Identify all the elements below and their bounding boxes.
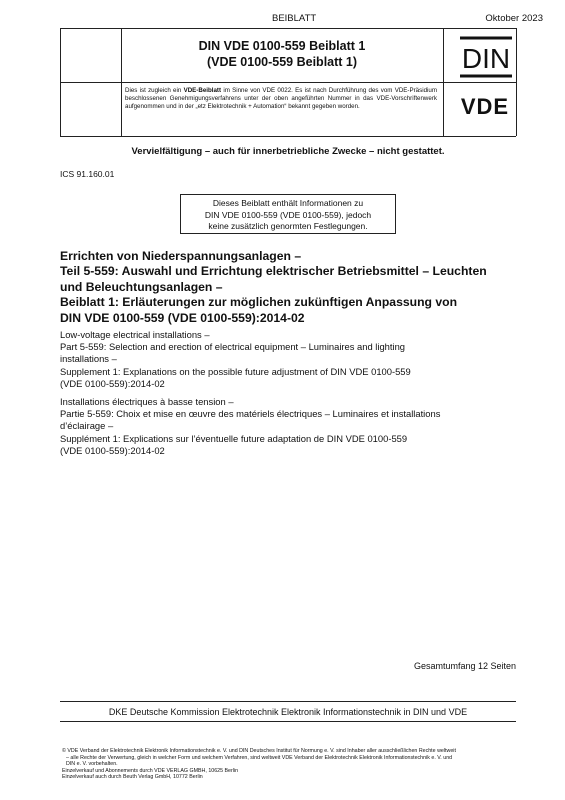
copyright-line: DIN e. V. vorbehalten. [66,761,118,768]
frame-inner-right-line [443,28,444,136]
frame-right-line [516,28,517,136]
title-german-line: und Beleuchtungsanlagen – [60,279,223,294]
copyright-line: Einzelverkauf und Abonnements durch VDE VERLAG GMBH, 10625 Berlin [62,767,239,774]
vde-logo-text: VDE [460,95,510,117]
ics-code: ICS 91.160.01 [60,169,115,179]
din-logo-text: DIN [461,43,511,74]
frame-left-line [60,28,61,136]
vde-note-bold: VDE-Beiblatt [183,87,222,94]
title-french-line: (VDE 0100-559):2014-02 [60,444,165,456]
title-french-line: d’éclairage – [60,420,114,432]
frame-bottom-line [60,136,516,137]
copyright-line: – alle Rechte der Verwertung, gleich in welcher Form und welchem Verfahren, sind weltweit VDE Verband der Elektrotechnik Elektronik Informationstechnik e. V. und [66,754,453,761]
copyright-line: © VDE Verband der Elektrotechnik Elektronik Informationstechnik e. V. und DIN Deutsches Institut für Normung e. V. sind Inhaber aller ausschließlichen Rechte weltweit [62,748,456,754]
vde-document-number: (VDE 0100-559 Beiblatt 1) [206,55,358,69]
total-pages: Gesamtumfang 12 Seiten [413,661,516,671]
info-box [180,194,396,234]
title-german-line: DIN VDE 0100-559 (VDE 0100-559):2014-02 [60,310,305,325]
info-box-line: DIN VDE 0100-559 (VDE 0100-559), jedoch [204,209,372,220]
title-english-line: Low-voltage electrical installations – [60,329,210,340]
document-number-block [122,38,442,70]
title-german-line: Beiblatt 1: Erläuterungen zur möglichen zukünftigen Anpassung von [60,295,458,310]
title-german-line: Errichten von Niederspannungsanlagen – [60,249,302,263]
title-french-line: Partie 5-559: Choix et mise en œuvre des matériels électriques – Luminaires et installations [60,408,441,420]
din-logo [457,35,515,79]
title-german [60,249,525,326]
frame-middle-line [60,82,516,83]
copyright-notice [62,748,532,781]
publication-date: Oktober 2023 [485,13,543,24]
reproduction-notice: Vervielfältigung – auch für innerbetriebliche Zwecke – nicht gestattet. [131,146,445,157]
title-french-line: Supplément 1: Explications sur l’éventuelle future adaptation de DIN VDE 0100-559 [60,432,408,444]
info-box-line: keine zusätzlich genormten Festlegungen. [208,221,368,231]
title-english-line: Part 5-559: Selection and erection of electrical equipment – Luminaires and lighting [60,341,405,353]
vde-logo [453,95,517,117]
copyright-line: Einzelverkauf auch durch Beuth Verlag GmbH, 10772 Berlin [62,774,203,781]
document-type-label: BEIBLATT [272,13,317,24]
title-french-line: Installations électriques à basse tension – [60,396,234,407]
dke-top-line [60,701,516,702]
vde-note: Dies ist zugleich ein VDE-Beiblatt im Sinne von VDE 0022. Es ist nach Durchführung des vom VDE-Präsidium beschlossenen Genehmigungsverfahrens unter der oben angeführten Nummer in das VDE-Vorschriftenwerk aufgenommen und in der „etz Elektrotechnik + Automation“ bekannt gegeben worden. [125,87,437,110]
title-english-line: Supplement 1: Explanations on the possible future adjustment of DIN VDE 0100-559 [60,365,411,377]
frame-top-line [60,28,516,29]
dke-publisher: DKE Deutsche Kommission Elektrotechnik Elektronik Informationstechnik in DIN und VDE [108,707,468,717]
title-english-line: (VDE 0100-559):2014-02 [60,377,165,389]
title-english [60,329,520,390]
info-box-line: Dieses Beiblatt enthält Informationen zu [212,198,364,208]
dke-bottom-line [60,721,516,722]
document-number: DIN VDE 0100-559 Beiblatt 1 [198,39,366,53]
title-french [60,396,520,457]
title-german-line: Teil 5-559: Auswahl und Errichtung elektrischer Betriebsmittel – Leuchten [60,264,487,279]
title-english-line: installations – [60,353,117,365]
